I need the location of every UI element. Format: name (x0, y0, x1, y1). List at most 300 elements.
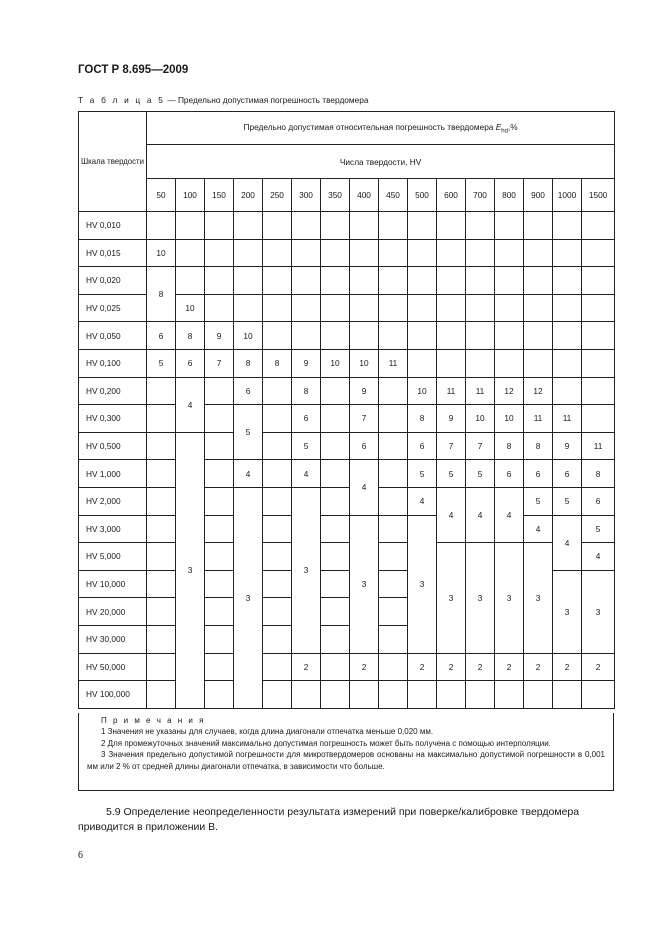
empty-cell (321, 487, 350, 515)
notes-title: П р и м е ч а н и я (101, 716, 206, 725)
empty-cell (350, 322, 379, 350)
empty-cell (205, 653, 234, 681)
empty-cell (466, 239, 495, 267)
value-cell: 5 (553, 487, 582, 515)
error-symbol-sub: hd (501, 128, 508, 135)
empty-cell (234, 267, 263, 295)
empty-cell (263, 239, 292, 267)
empty-cell (263, 487, 292, 515)
empty-cell (292, 212, 321, 240)
value-cell: 7 (205, 349, 234, 377)
value-cell: 3 (176, 432, 205, 708)
hardness-column-header: 100 (176, 179, 205, 212)
empty-cell (379, 239, 408, 267)
value-cell: 4 (176, 377, 205, 432)
scale-cell: HV 30,000 (79, 625, 147, 653)
hardness-column-header: 150 (205, 179, 234, 212)
value-cell: 8 (408, 405, 437, 433)
value-cell: 6 (292, 405, 321, 433)
section-paragraph: 5.9 Определение неопределенности результата измерений при поверке/калибровке твердомера приводится в приложении В. (78, 806, 580, 833)
empty-cell (205, 460, 234, 488)
empty-cell (321, 432, 350, 460)
scale-cell: HV 0,200 (79, 377, 147, 405)
value-cell: 4 (524, 515, 553, 543)
error-table (78, 111, 615, 709)
empty-cell (292, 267, 321, 295)
empty-cell (379, 322, 408, 350)
empty-cell (263, 377, 292, 405)
value-cell: 2 (553, 653, 582, 681)
value-cell: 8 (176, 322, 205, 350)
value-cell: 9 (350, 377, 379, 405)
scale-cell: HV 2,000 (79, 487, 147, 515)
empty-cell (350, 239, 379, 267)
empty-cell (263, 212, 292, 240)
empty-cell (466, 212, 495, 240)
empty-cell (408, 349, 437, 377)
empty-cell (321, 212, 350, 240)
table-caption-label: Т а б л и ц а 5 (78, 95, 166, 105)
value-cell: 5 (524, 487, 553, 515)
empty-cell (205, 294, 234, 322)
empty-cell (495, 349, 524, 377)
empty-cell (408, 267, 437, 295)
value-cell: 8 (582, 460, 615, 488)
empty-cell (524, 212, 553, 240)
hardness-column-header: 250 (263, 179, 292, 212)
hardness-column-header: 900 (524, 179, 553, 212)
empty-cell (263, 322, 292, 350)
value-cell: 9 (553, 432, 582, 460)
value-cell: 7 (466, 432, 495, 460)
value-cell: 3 (292, 487, 321, 653)
empty-cell (321, 515, 350, 543)
hardness-column-header: 200 (234, 179, 263, 212)
value-cell: 10 (176, 294, 205, 322)
empty-cell (466, 349, 495, 377)
value-cell: 10 (350, 349, 379, 377)
value-cell: 3 (234, 487, 263, 708)
value-cell: 5 (147, 349, 176, 377)
scale-cell: HV 100,000 (79, 681, 147, 709)
value-cell: 2 (495, 653, 524, 681)
error-header (147, 112, 615, 145)
empty-cell (379, 625, 408, 653)
empty-cell (582, 239, 615, 267)
value-cell: 5 (234, 405, 263, 460)
empty-cell (234, 239, 263, 267)
table-row (79, 515, 615, 543)
hardness-column-header: 1500 (582, 179, 615, 212)
empty-cell (263, 681, 292, 709)
scale-cell: HV 0,050 (79, 322, 147, 350)
table-caption (78, 95, 368, 105)
empty-cell (263, 570, 292, 598)
empty-cell (263, 598, 292, 626)
empty-cell (582, 322, 615, 350)
value-cell: 5 (582, 515, 615, 543)
empty-cell (495, 681, 524, 709)
table-row (79, 349, 615, 377)
empty-cell (350, 681, 379, 709)
empty-cell (263, 432, 292, 460)
value-cell: 11 (524, 405, 553, 433)
value-cell: 10 (234, 322, 263, 350)
empty-cell (379, 432, 408, 460)
value-cell: 11 (582, 432, 615, 460)
empty-cell (437, 294, 466, 322)
empty-cell (205, 681, 234, 709)
table-row (79, 487, 615, 515)
value-cell: 3 (495, 543, 524, 653)
value-cell: 10 (321, 349, 350, 377)
empty-cell (466, 294, 495, 322)
value-cell: 8 (495, 432, 524, 460)
hardness-column-header: 50 (147, 179, 176, 212)
empty-cell (321, 267, 350, 295)
error-unit: ,% (507, 121, 518, 132)
empty-cell (437, 349, 466, 377)
empty-cell (350, 212, 379, 240)
empty-cell (147, 681, 176, 709)
hardness-column-header: 800 (495, 179, 524, 212)
value-cell: 11 (379, 349, 408, 377)
value-cell: 4 (495, 487, 524, 542)
empty-cell (379, 294, 408, 322)
empty-cell (205, 377, 234, 405)
scale-cell: HV 1,000 (79, 460, 147, 488)
value-cell: 4 (408, 487, 437, 515)
scale-cell: HV 3,000 (79, 515, 147, 543)
empty-cell (292, 322, 321, 350)
empty-cell (147, 515, 176, 543)
empty-cell (495, 322, 524, 350)
empty-cell (263, 515, 292, 543)
value-cell: 6 (176, 349, 205, 377)
empty-cell (263, 543, 292, 571)
empty-cell (205, 570, 234, 598)
value-cell: 9 (205, 322, 234, 350)
value-cell: 4 (582, 543, 615, 571)
table-row (79, 377, 615, 405)
empty-cell (582, 212, 615, 240)
empty-cell (437, 239, 466, 267)
scale-cell: HV 5,000 (79, 543, 147, 571)
value-cell: 5 (292, 432, 321, 460)
value-cell: 3 (524, 543, 553, 653)
empty-cell (321, 625, 350, 653)
empty-cell (553, 294, 582, 322)
value-cell: 4 (350, 460, 379, 515)
empty-cell (582, 267, 615, 295)
empty-cell (321, 598, 350, 626)
value-cell: 3 (582, 570, 615, 653)
empty-cell (205, 625, 234, 653)
empty-cell (408, 681, 437, 709)
empty-cell (437, 681, 466, 709)
value-cell: 2 (582, 653, 615, 681)
value-cell: 2 (350, 653, 379, 681)
empty-cell (321, 322, 350, 350)
note-item: 2 Для промежуточных значений максимально допустимая погрешность может быть получена с помощью интерполяции. (101, 738, 551, 748)
empty-cell (321, 294, 350, 322)
empty-cell (321, 377, 350, 405)
empty-cell (524, 322, 553, 350)
empty-cell (147, 377, 176, 405)
empty-cell (466, 267, 495, 295)
empty-cell (524, 294, 553, 322)
empty-cell (147, 653, 176, 681)
empty-cell (379, 267, 408, 295)
table-row (79, 653, 615, 681)
value-cell: 6 (350, 432, 379, 460)
empty-cell (292, 681, 321, 709)
empty-cell (553, 267, 582, 295)
hardness-column-header: 400 (350, 179, 379, 212)
scale-cell: HV 0,300 (79, 405, 147, 433)
empty-cell (466, 322, 495, 350)
empty-cell (205, 239, 234, 267)
empty-cell (263, 294, 292, 322)
empty-cell (582, 349, 615, 377)
table-row (79, 543, 615, 571)
empty-cell (176, 267, 205, 295)
empty-cell (553, 377, 582, 405)
value-cell: 7 (437, 432, 466, 460)
empty-cell (582, 377, 615, 405)
error-symbol: E (495, 121, 502, 132)
value-cell: 12 (524, 377, 553, 405)
note-item: 3 Значения предельно допустимой погрешности для микротвердомеров основаны на максимально допустимой погрешности в 0,001 мм или 2 % от средней длины диагонали отпечатка, в зависимости что больше. (87, 750, 605, 771)
value-cell: 4 (553, 515, 582, 570)
hardness-column-header: 600 (437, 179, 466, 212)
value-cell: 6 (147, 322, 176, 350)
empty-cell (379, 487, 408, 515)
value-cell: 6 (524, 460, 553, 488)
empty-cell (553, 681, 582, 709)
value-cell: 8 (147, 267, 176, 322)
value-cell: 2 (466, 653, 495, 681)
empty-cell (205, 432, 234, 460)
error-header-text: Предельно допустимая относительная погрешность твердомера (243, 121, 496, 132)
value-cell: 8 (524, 432, 553, 460)
empty-cell (205, 212, 234, 240)
empty-cell (379, 377, 408, 405)
empty-cell (524, 267, 553, 295)
value-cell: 10 (147, 239, 176, 267)
note-item: 1 Значения не указаны для случаев, когда длина диагонали отпечатка меньше 0,020 мм. (101, 727, 434, 737)
empty-cell (147, 570, 176, 598)
empty-cell (408, 294, 437, 322)
value-cell: 6 (553, 460, 582, 488)
table-row (79, 460, 615, 488)
document-header: ГОСТ Р 8.695—2009 (78, 64, 189, 76)
empty-cell (437, 212, 466, 240)
empty-cell (524, 239, 553, 267)
empty-cell (379, 681, 408, 709)
empty-cell (495, 239, 524, 267)
empty-cell (379, 653, 408, 681)
empty-cell (495, 294, 524, 322)
value-cell: 3 (408, 515, 437, 653)
value-cell: 4 (234, 460, 263, 488)
scale-cell: HV 20,000 (79, 598, 147, 626)
empty-cell (350, 294, 379, 322)
scale-cell: HV 0,500 (79, 432, 147, 460)
value-cell: 3 (350, 515, 379, 653)
value-cell: 2 (437, 653, 466, 681)
scale-cell: HV 0,100 (79, 349, 147, 377)
empty-cell (524, 349, 553, 377)
empty-cell (321, 570, 350, 598)
empty-cell (553, 239, 582, 267)
empty-cell (379, 515, 408, 543)
empty-cell (495, 212, 524, 240)
table-row (79, 239, 615, 267)
value-cell: 8 (292, 377, 321, 405)
scale-cell: HV 50,000 (79, 653, 147, 681)
empty-cell (321, 405, 350, 433)
empty-cell (147, 487, 176, 515)
value-cell: 6 (582, 487, 615, 515)
value-cell: 10 (466, 405, 495, 433)
value-cell: 6 (495, 460, 524, 488)
value-cell: 4 (466, 487, 495, 542)
empty-cell (263, 460, 292, 488)
empty-cell (176, 239, 205, 267)
empty-cell (234, 294, 263, 322)
hardness-column-header: 500 (408, 179, 437, 212)
empty-cell (495, 267, 524, 295)
table-row (79, 681, 615, 709)
empty-cell (292, 239, 321, 267)
value-cell: 2 (292, 653, 321, 681)
empty-cell (553, 349, 582, 377)
empty-cell (437, 322, 466, 350)
value-cell: 11 (466, 377, 495, 405)
value-cell: 6 (408, 432, 437, 460)
empty-cell (263, 267, 292, 295)
value-cell: 3 (553, 570, 582, 653)
value-cell: 11 (437, 377, 466, 405)
empty-cell (379, 212, 408, 240)
scale-cell: HV 0,010 (79, 212, 147, 240)
hardness-column-header: 300 (292, 179, 321, 212)
empty-cell (408, 239, 437, 267)
value-cell: 7 (350, 405, 379, 433)
table-row (79, 267, 615, 295)
empty-cell (379, 460, 408, 488)
empty-cell (582, 405, 615, 433)
empty-cell (524, 681, 553, 709)
empty-cell (205, 543, 234, 571)
empty-cell (292, 294, 321, 322)
empty-cell (553, 322, 582, 350)
empty-cell (466, 681, 495, 709)
value-cell: 5 (408, 460, 437, 488)
value-cell: 6 (234, 377, 263, 405)
value-cell: 10 (495, 405, 524, 433)
empty-cell (205, 405, 234, 433)
empty-cell (147, 543, 176, 571)
notes-block (78, 713, 614, 791)
scale-cell: HV 0,020 (79, 267, 147, 295)
value-cell: 11 (553, 405, 582, 433)
value-cell: 5 (437, 460, 466, 488)
table-row (79, 322, 615, 350)
empty-cell (205, 487, 234, 515)
table-row (79, 405, 615, 433)
hardness-column-header: 1000 (553, 179, 582, 212)
empty-cell (321, 239, 350, 267)
empty-cell (205, 515, 234, 543)
empty-cell (379, 543, 408, 571)
scale-cell: HV 0,025 (79, 294, 147, 322)
empty-cell (321, 681, 350, 709)
empty-cell (263, 625, 292, 653)
empty-cell (234, 212, 263, 240)
value-cell: 2 (408, 653, 437, 681)
table-caption-text: — Предельно допустимая погрешность твердомера (165, 95, 369, 105)
empty-cell (437, 267, 466, 295)
empty-cell (321, 460, 350, 488)
empty-cell (147, 212, 176, 240)
value-cell: 4 (437, 487, 466, 542)
value-cell: 8 (234, 349, 263, 377)
empty-cell (582, 294, 615, 322)
empty-cell (205, 598, 234, 626)
empty-cell (321, 543, 350, 571)
empty-cell (408, 212, 437, 240)
value-cell: 3 (466, 543, 495, 653)
value-cell: 2 (524, 653, 553, 681)
hardness-column-header: 350 (321, 179, 350, 212)
empty-cell (553, 212, 582, 240)
page-number: 6 (78, 850, 83, 861)
scale-header: Шкала твердости (79, 112, 147, 212)
value-cell: 10 (408, 377, 437, 405)
empty-cell (176, 212, 205, 240)
value-cell: 3 (437, 543, 466, 653)
empty-cell (582, 681, 615, 709)
empty-cell (147, 432, 176, 460)
value-cell: 8 (263, 349, 292, 377)
empty-cell (379, 598, 408, 626)
empty-cell (147, 598, 176, 626)
value-cell: 9 (437, 405, 466, 433)
value-cell: 4 (292, 460, 321, 488)
empty-cell (379, 570, 408, 598)
scale-cell: HV 0,015 (79, 239, 147, 267)
empty-cell (321, 653, 350, 681)
empty-cell (147, 460, 176, 488)
empty-cell (263, 653, 292, 681)
value-cell: 12 (495, 377, 524, 405)
empty-cell (263, 405, 292, 433)
empty-cell (350, 267, 379, 295)
table-row (79, 432, 615, 460)
empty-cell (147, 625, 176, 653)
value-cell: 5 (466, 460, 495, 488)
hardness-header: Числа твердости, HV (147, 145, 615, 179)
empty-cell (205, 267, 234, 295)
hardness-column-header: 700 (466, 179, 495, 212)
empty-cell (408, 322, 437, 350)
empty-cell (147, 405, 176, 433)
empty-cell (379, 405, 408, 433)
scale-cell: HV 10,000 (79, 570, 147, 598)
hardness-column-header: 450 (379, 179, 408, 212)
